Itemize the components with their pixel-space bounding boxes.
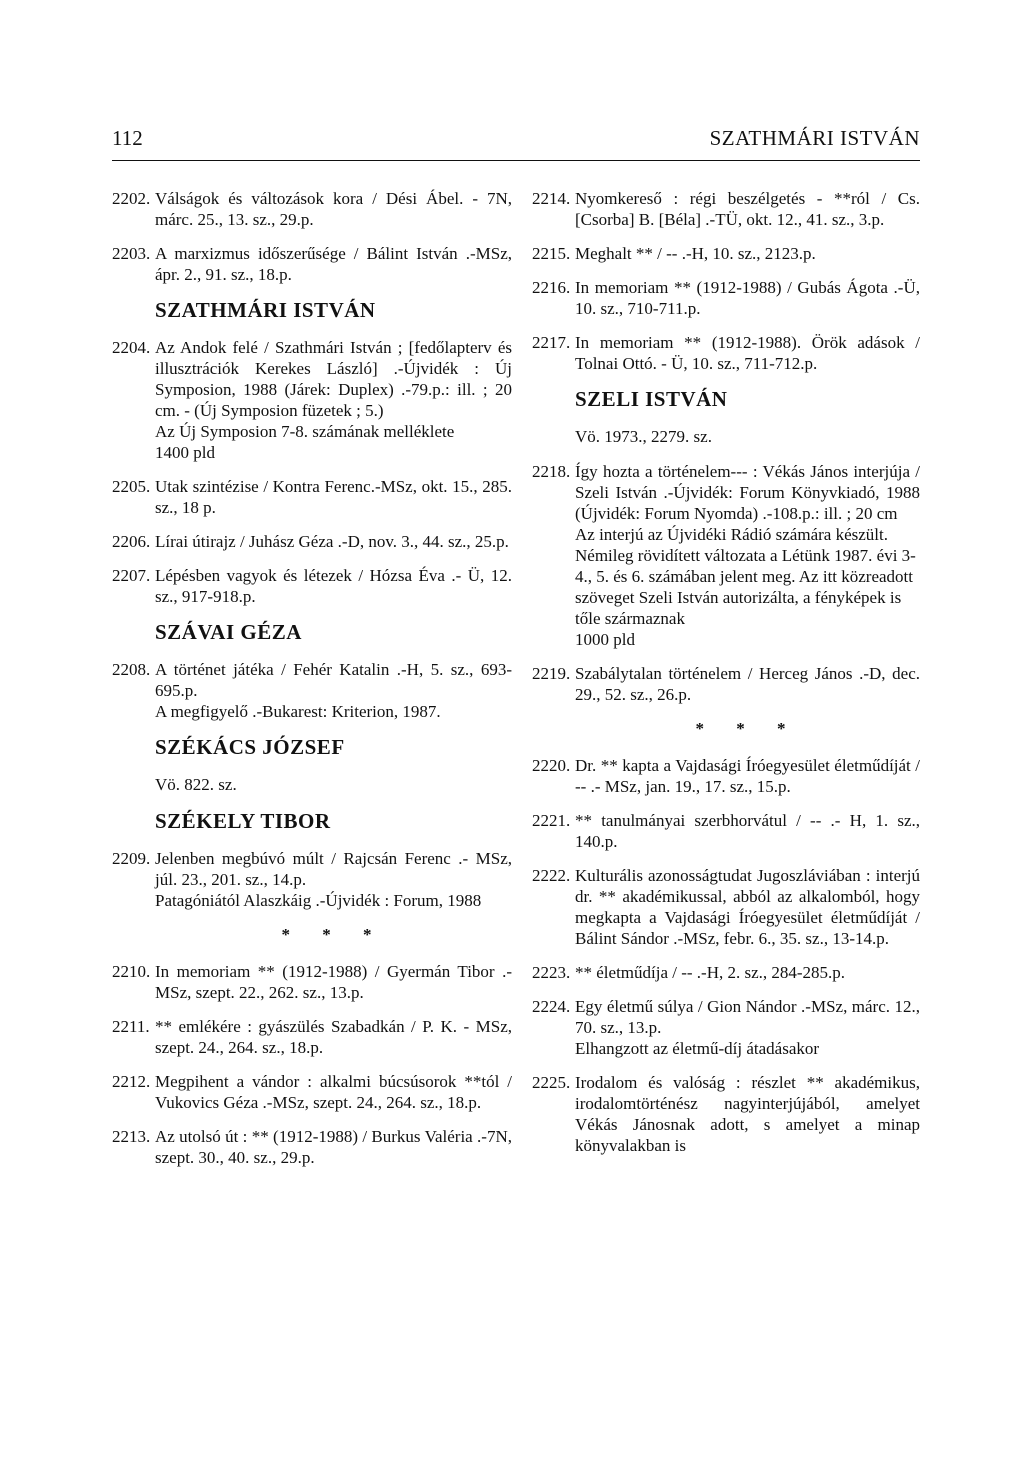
entry-text: In memoriam ** (1912-1988) / Gubás Ágota .-Ü, 10. sz., 710-711.p.: [575, 278, 920, 318]
entry-number: 2212.: [112, 1072, 151, 1091]
entry-number: 2206.: [112, 532, 151, 551]
entry-text: Utak szintézise / Kontra Ferenc.-MSz, okt. 15., 285. sz., 18 p.: [155, 477, 512, 517]
entry-2204: [112, 337, 512, 463]
entry-number: 2209.: [112, 849, 151, 868]
entry-2211: [112, 1016, 512, 1058]
entry-note: Az interjú az Újvidéki Rádió számára készült. Némileg rövidített változata a Létünk 1987. évi 3-4., 5. és 6. számában jelent meg. Az itt közreadott szöveget Szeli István autorizálta, a fényképek is tőle származnak: [575, 525, 916, 628]
cross-reference: Vö. 1973., 2279. sz.: [575, 427, 712, 446]
entry-text: Meghalt ** / -- .-H, 10. sz., 2123.p.: [575, 244, 816, 263]
entry-number: 2217.: [532, 333, 571, 352]
entry-2217: [532, 332, 920, 374]
entry-number: 2220.: [532, 756, 571, 775]
entry-number: 2204.: [112, 338, 151, 357]
page-header: [112, 126, 920, 156]
entry-text: Nyomkereső : régi beszélgetés - **ról / Cs. [Csorba] B. [Béla] .-TÜ, okt. 12., 41. sz., 3.p.: [575, 189, 920, 229]
entry-number: 2225.: [532, 1073, 571, 1092]
entry-text: ** tanulmányai szerbhorvátul / -- .- H, 1. sz., 140.p.: [575, 811, 920, 851]
entry-text: Lépésben vagyok és létezek / Hózsa Éva .- Ü, 12. sz., 917-918.p.: [155, 566, 512, 606]
entry-2218: [532, 461, 920, 650]
entry-2205: [112, 476, 512, 518]
entry-2206: [112, 531, 512, 552]
entry-text: Szabálytalan történelem / Herceg János .-D, dec. 29., 52. sz., 26.p.: [575, 664, 920, 704]
entry-text: Az utolsó út : ** (1912-1988) / Burkus Valéria .-7N, szept. 30., 40. sz., 29.p.: [155, 1127, 512, 1167]
section-heading-szavai: SZÁVAI GÉZA: [155, 620, 302, 644]
page-number: 112: [112, 126, 143, 150]
section-heading-szekely: SZÉKELY TIBOR: [155, 809, 331, 833]
entry-2224: [532, 996, 920, 1059]
section-heading-szathmari: SZATHMÁRI ISTVÁN: [155, 298, 376, 322]
entry-note: A megfigyelő .-Bukarest: Kriterion, 1987.: [155, 702, 441, 721]
entry-number: 2215.: [532, 244, 571, 263]
entry-note: Patagóniától Alaszkáig .-Újvidék : Forum, 1988: [155, 891, 482, 910]
entry-number: 2224.: [532, 997, 571, 1016]
entry-note: Az Új Symposion 7-8. számának melléklete: [155, 422, 455, 441]
left-column: [112, 188, 512, 1181]
header-rule: [112, 160, 920, 161]
entry-text: Irodalom és valóság : részlet ** akadémikus, irodalomtörténész nagyinterjújából, amelyet Vékás Jánosnak adott, s amelyet a minap könyvalakban is: [575, 1073, 920, 1155]
entry-text: Dr. ** kapta a Vajdasági Íróegyesület életműdíját / -- .- MSz, jan. 19., 17. sz., 15.p.: [575, 756, 920, 796]
entry-text: Megpihent a vándor : alkalmi búcsúsorok **tól / Vukovics Géza .-MSz, szept. 24., 264. sz., 18.p.: [155, 1072, 512, 1112]
entry-number: 2214.: [532, 189, 571, 208]
entry-text: Lírai útirajz / Juhász Géza .-D, nov. 3., 44. sz., 25.p.: [155, 532, 509, 551]
entry-2215: [532, 243, 920, 264]
entry-2209: [112, 848, 512, 911]
section-separator: * * *: [281, 925, 386, 944]
entry-2207: [112, 565, 512, 607]
entry-2203: [112, 243, 512, 285]
entry-text: Kulturális azonosságtudat Jugoszláviában : interjú dr. ** akadémikussal, abból az alkalomból, hogy megkapta a Vajdasági Íróegyesület életműdíját / Bálint Sándor .-MSz, febr. 6., 35. sz., 13-14.p.: [575, 866, 920, 948]
entry-text: Az Andok felé / Szathmári István ; [fedőlapterv és illusztrációk Kerekes László] .-Újvidék : Új Symposion, 1988 (Járek: Duplex) .-79.p.: ill. ; 20 cm. - (Új Symposion füzetek ; 5.): [155, 338, 512, 420]
entry-2221: [532, 810, 920, 852]
entry-number: 2207.: [112, 566, 151, 585]
entry-number: 2203.: [112, 244, 151, 263]
right-column: [532, 188, 920, 1169]
entry-number: 2223.: [532, 963, 571, 982]
entry-2202: [112, 188, 512, 230]
entry-text: In memoriam ** (1912-1988) / Gyermán Tibor .-MSz, szept. 22., 262. sz., 13.p.: [155, 962, 512, 1002]
entry-text: ** életműdíja / -- .-H, 2. sz., 284-285.p.: [575, 963, 846, 982]
entry-number: 2219.: [532, 664, 571, 683]
cross-reference: Vö. 822. sz.: [155, 775, 237, 794]
entry-2225: [532, 1072, 920, 1156]
entry-text: A marxizmus időszerűsége / Bálint István .-MSz, ápr. 2., 91. sz., 18.p.: [155, 244, 512, 284]
entry-number: 2208.: [112, 660, 151, 679]
entry-text: Válságok és változások kora / Dési Ábel. - 7N, márc. 25., 13. sz., 29.p.: [155, 189, 512, 229]
section-separator: * * *: [695, 719, 800, 738]
entry-number: 2216.: [532, 278, 571, 297]
running-title: SZATHMÁRI ISTVÁN: [709, 126, 920, 150]
entry-text: In memoriam ** (1912-1988). Örök adások / Tolnai Ottó. - Ü, 10. sz., 711-712.p.: [575, 333, 920, 373]
entry-2216: [532, 277, 920, 319]
entry-number: 2213.: [112, 1127, 151, 1146]
entry-2213: [112, 1126, 512, 1168]
entry-text: ** emlékére : gyászülés Szabadkán / P. K. - MSz, szept. 24., 264. sz., 18.p.: [155, 1017, 512, 1057]
entry-2212: [112, 1071, 512, 1113]
entry-2208: [112, 659, 512, 722]
entry-2223: [532, 962, 920, 983]
entry-2210: [112, 961, 512, 1003]
section-heading-szekacs: SZÉKÁCS JÓZSEF: [155, 735, 345, 759]
entry-text: Így hozta a történelem--- : Vékás János interjúja / Szeli István .-Újvidék: Forum Könyvkiadó, 1988 (Újvidék: Forum Nyomda) .-108.p.: ill. ; 20 cm: [575, 462, 920, 523]
entry-number: 2205.: [112, 477, 151, 496]
entry-note: Elhangzott az életmű-díj átadásakor: [575, 1039, 820, 1058]
section-heading-szeli: SZELI ISTVÁN: [575, 387, 728, 411]
entry-note: 1000 pld: [575, 630, 635, 649]
entry-text: Egy életmű súlya / Gion Nándor .-MSz, márc. 12., 70. sz., 13.p.: [575, 997, 920, 1037]
entry-2220: [532, 755, 920, 797]
entry-number: 2218.: [532, 462, 571, 481]
entry-number: 2202.: [112, 189, 151, 208]
entry-number: 2222.: [532, 866, 571, 885]
entry-note: 1400 pld: [155, 443, 215, 462]
entry-number: 2210.: [112, 962, 151, 981]
entry-number: 2211.: [112, 1017, 150, 1036]
entry-number: 2221.: [532, 811, 571, 830]
entry-2214: [532, 188, 920, 230]
entry-text: Jelenben megbúvó múlt / Rajcsán Ferenc .- MSz, júl. 23., 201. sz., 14.p.: [155, 849, 512, 889]
entry-2219: [532, 663, 920, 705]
entry-text: A történet játéka / Fehér Katalin .-H, 5. sz., 693-695.p.: [155, 660, 512, 700]
entry-2222: [532, 865, 920, 949]
